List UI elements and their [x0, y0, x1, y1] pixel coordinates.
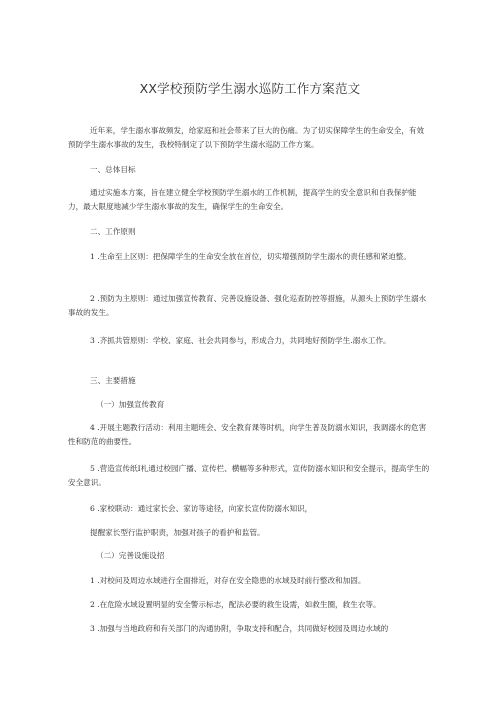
section-heading-measures: 三、主要措施	[90, 376, 136, 385]
measure-item: 6 .家校联动：通过家长会、家访等途径，向家长宣传防溺水知识，	[90, 504, 313, 513]
measure-item-continuation: 提醒家长型行监护职责，加强对孩子的看护和监管。	[90, 528, 265, 537]
subsection-heading-education: （一）加强宣传教育	[96, 400, 165, 409]
document-title: XX学校预防学生溺水巡防工作方案范文	[139, 81, 361, 96]
intro-paragraph: 近年来，学生溺水事故频发，给家庭和社会带来了巨大的伤痛。为了切实保障学生的生命安全，有效预防学生溺水事故的发生，我校特制定了以下预防学生溺水巡防工作方案。	[68, 126, 425, 149]
facility-item: 2 .在危险水域设置明显的安全警示标志，配法必要的救生设需，如救生圈，救生衣等。	[90, 600, 381, 609]
subsection-heading-facilities: （二）完善设施设招	[96, 551, 165, 560]
section-heading-principles: 二、工作原则	[90, 227, 136, 236]
principle-item: 2 .预防为主原则：通过加强宣传教育、完善设施设备、强化巡查防控等措施，从源头上预防学生溺水事故的发生。	[68, 294, 427, 317]
facility-item: 3 .加强与当地政府和有关部门的沟通协附，争取支持和配合，共同做好校园及周边水域的	[90, 624, 389, 633]
principle-item: 3 .齐抓共管原则：学校、家庭、社会共同参与，形成合力，共同地好预防学生.溺水工作。	[90, 336, 391, 345]
goals-paragraph: 通过实施本方案，旨在建立健全学校预防学生溺水的工作机制，提高学生的安全意识和自我保护能力，最大限度地减少学生溺水事故的发生，确保学生的生命安全。	[68, 188, 417, 211]
section-heading-goals: 一、总体目标	[90, 165, 136, 174]
facility-item: 1 .对校问及周边水域进行全面排近，对存在安全隐患的水域及时前行整改和加固。	[90, 576, 366, 585]
measure-item: 4 .开展主题教行活动：利用主题班会、安全教育课等时机，向学生普及防溺水知识，我调溺水的危害性和防范的曲要性。	[68, 423, 427, 446]
principle-item: 1 .生命至上区则：把保障学生的生命安全放在首位，切实增强预防学生溺水的责任感和紧迫整。	[90, 252, 411, 261]
measure-item: 5 .营造宣传纸I札通过校园广播、宣传栏、横幅等多种形式，宣传防溺水知识和安全提示，提高学生的安全意识。	[68, 464, 430, 487]
